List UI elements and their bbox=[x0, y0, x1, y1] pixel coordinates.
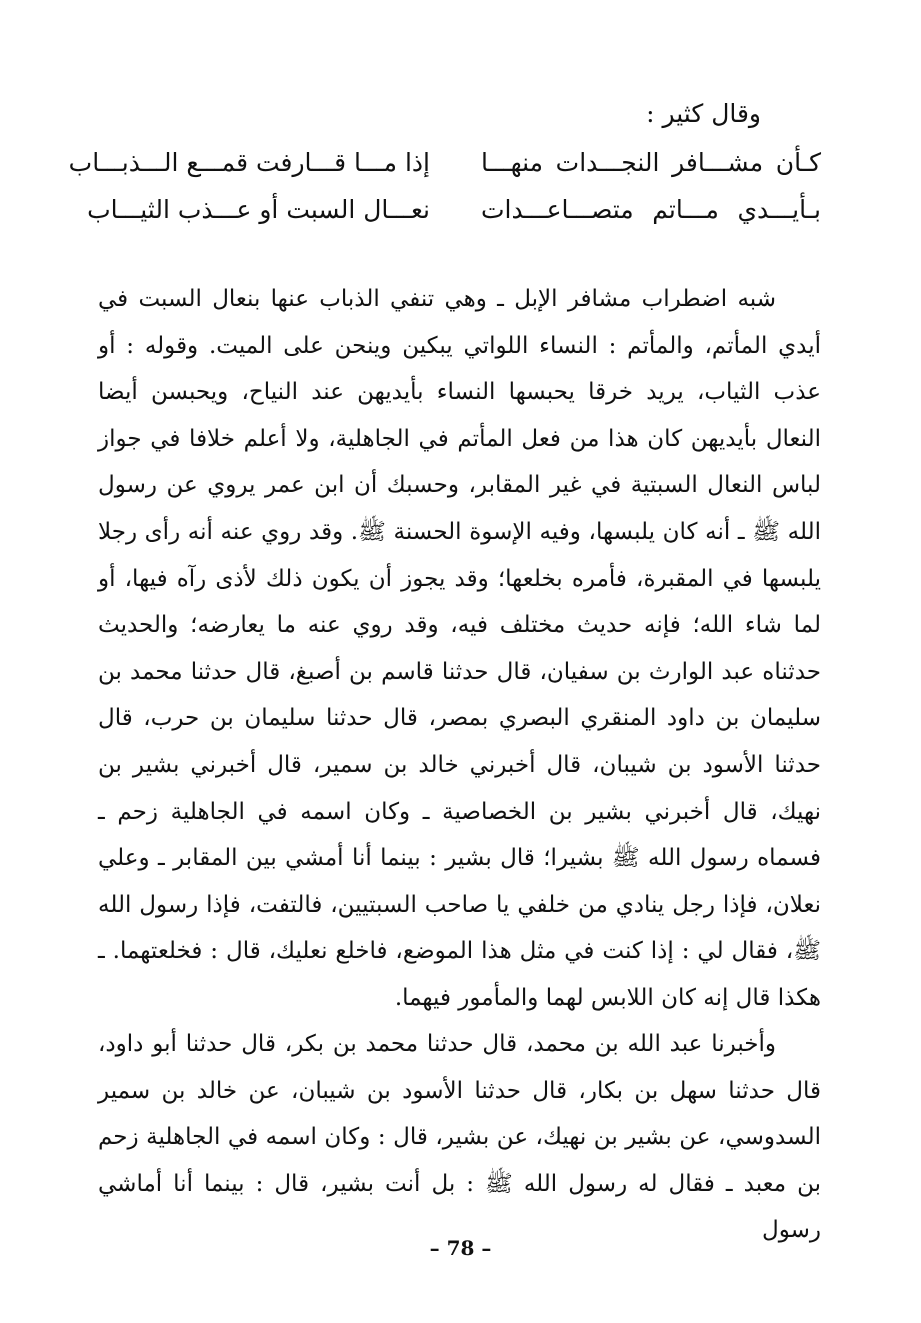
verse-first-hemistich: كـأن مشـــافر النجـــدات منهـــا bbox=[481, 148, 821, 177]
poem-verse bbox=[68, 148, 821, 194]
verse-first-hemistich: بـأيـــدي مـــاتم متصـــاعـــدات bbox=[481, 195, 821, 224]
verse-intro: وقال كثير : bbox=[646, 99, 761, 128]
body-paragraph: وأخبرنا عبد الله بن محمد، قال حدثنا محمد بن بكر، قال حدثنا أبو داود، قال حدثنا سهل بن بكار، قال حدثنا الأسود بن شيبان، عن خالد بن سمير السدوسي، عن بشير بن نهيك، عن بشير، قال : وكان اسمه في الجاهلية زحم بن معبد ـ فقال له رسول الله ﷺ : بل أنت بشير، قال : بينما أنا أماشي رسول bbox=[98, 1031, 821, 1244]
poem-verse bbox=[87, 195, 821, 241]
page-number: – 78 – bbox=[429, 1236, 492, 1260]
body-paragraph: شبه اضطراب مشافر الإبل ـ وهي تنفي الذباب عنها بنعال السبت في أيدي المأتم، والمأتم : النساء اللواتي يبكين وينحن على الميت. وقوله : أو عذب الثياب، يريد خرقا يحبسها النساء بأيديهن عند النياح، ويحبسن أيضا النعال بأيديهن كان هذا من فعل المأتم في الجاهلية، ولا أعلم خلافا في جواز لباس النعال السبتية في غير المقابر، وحسبك أن ابن عمر يروي عن رسول الله ﷺ ـ أنه كان يلبسها، وفيه الإسوة الحسنة ﷺ. وقد روي عنه أنه رأى رجلا يلبسها في المقبرة، فأمره بخلعها؛ وقد يجوز أن يكون ذلك لأذى رآه فيها، أو لما شاء الله؛ فإنه حديث مختلف فيه، وقد روي عنه ما يعارضه؛ والحديث حدثناه عبد الوارث بن سفيان، قال حدثنا قاسم بن أصبغ، قال حدثنا محمد بن سليمان بن داود المنقري البصري بمصر، قال حدثنا سليمان بن حرب، قال حدثنا الأسود بن شيبان، قال أخبرني خالد بن سمير، قال أخبرني بشير بن نهيك، قال أخبرني بشير بن الخصاصية ـ وكان اسمه في الجاهلية زحم ـ فسماه رسول الله ﷺ بشيرا؛ قال بشير : بينما أنا أمشي بين المقابر ـ وعلي نعلان، فإذا رجل ينادي من خلفي يا صاحب السبتيين، فالتفت، فإذا رسول الله ﷺ، فقال لي : إذا كنت في مثل هذا الموضع، فاخلع نعليك، قال : فخلعتهما. ـ هكذا قال إنه كان اللابس لهما والمأمور فيهما. bbox=[98, 286, 821, 1011]
verse-second-hemistich: إذا مـــا قـــارفت قمـــع الـــذبـــاب bbox=[68, 148, 430, 177]
verse-second-hemistich: نعـــال السبت أو عـــذب الثيـــاب bbox=[87, 195, 430, 224]
